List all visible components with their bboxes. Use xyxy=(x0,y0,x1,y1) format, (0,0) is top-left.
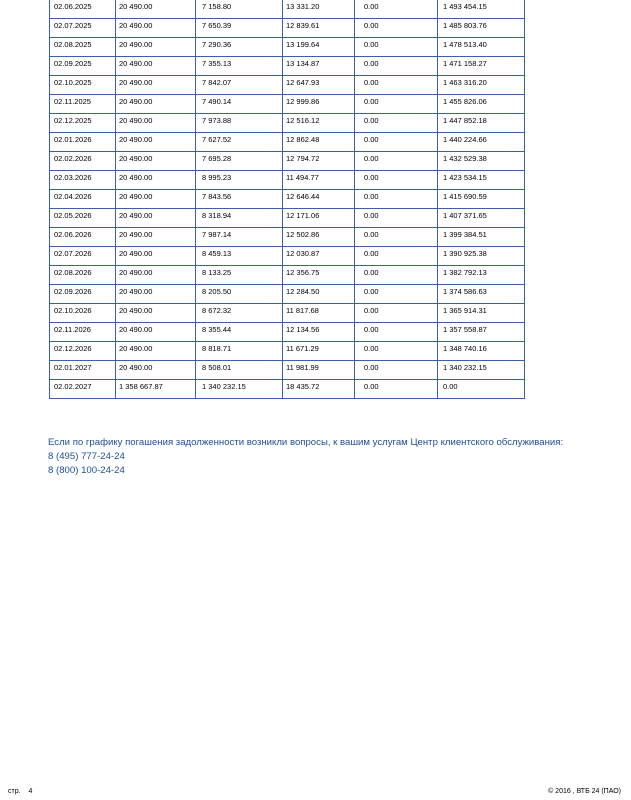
payment-cell: 20 490.00 xyxy=(116,95,196,114)
payment-cell: 20 490.00 xyxy=(116,190,196,209)
date-cell: 02.02.2027 xyxy=(50,380,116,399)
interest-cell: 11 494.77 xyxy=(283,171,355,190)
interest-cell: 11 817.68 xyxy=(283,304,355,323)
payment-cell: 20 490.00 xyxy=(116,57,196,76)
payment-cell: 20 490.00 xyxy=(116,266,196,285)
table-row xyxy=(50,342,525,361)
balance-cell: 1 447 852.18 xyxy=(438,114,525,133)
principal-cell: 8 995.23 xyxy=(196,171,283,190)
fee-cell: 0.00 xyxy=(355,342,438,361)
interest-cell: 11 671.29 xyxy=(283,342,355,361)
fee-cell: 0.00 xyxy=(355,323,438,342)
interest-cell: 12 284.50 xyxy=(283,285,355,304)
notice-text: Если по графику погашения задолженности возникли вопросы, к вашим услугам Центр клиентского обслуживания: xyxy=(48,437,564,448)
principal-cell: 7 650.39 xyxy=(196,19,283,38)
date-cell: 02.10.2025 xyxy=(50,76,116,95)
payment-cell: 20 490.00 xyxy=(116,209,196,228)
principal-cell: 7 490.14 xyxy=(196,95,283,114)
table-row xyxy=(50,57,525,76)
principal-cell: 7 973.88 xyxy=(196,114,283,133)
interest-cell: 12 647.93 xyxy=(283,76,355,95)
table-row xyxy=(50,76,525,95)
principal-cell: 7 695.28 xyxy=(196,152,283,171)
table-row xyxy=(50,171,525,190)
balance-cell: 1 357 558.87 xyxy=(438,323,525,342)
principal-cell: 8 672.32 xyxy=(196,304,283,323)
interest-cell: 12 516.12 xyxy=(283,114,355,133)
interest-cell: 12 502.86 xyxy=(283,228,355,247)
table-row xyxy=(50,323,525,342)
table-row xyxy=(50,114,525,133)
principal-cell: 7 158.80 xyxy=(196,0,283,19)
table-row xyxy=(50,38,525,57)
table-row xyxy=(50,266,525,285)
interest-cell: 11 981.99 xyxy=(283,361,355,380)
principal-cell: 8 508.01 xyxy=(196,361,283,380)
fee-cell: 0.00 xyxy=(355,114,438,133)
fee-cell: 0.00 xyxy=(355,38,438,57)
date-cell: 02.06.2026 xyxy=(50,228,116,247)
table-row xyxy=(50,19,525,38)
balance-cell: 1 432 529.38 xyxy=(438,152,525,171)
date-cell: 02.08.2026 xyxy=(50,266,116,285)
balance-cell: 1 374 586.63 xyxy=(438,285,525,304)
page-number: 4 xyxy=(28,788,33,795)
principal-cell: 8 355.44 xyxy=(196,323,283,342)
fee-cell: 0.00 xyxy=(355,57,438,76)
payment-cell: 20 490.00 xyxy=(116,0,196,19)
date-cell: 02.11.2026 xyxy=(50,323,116,342)
date-cell: 02.07.2025 xyxy=(50,19,116,38)
table-row xyxy=(50,95,525,114)
balance-cell: 1 415 690.59 xyxy=(438,190,525,209)
fee-cell: 0.00 xyxy=(355,0,438,19)
interest-cell: 13 134.87 xyxy=(283,57,355,76)
date-cell: 02.04.2026 xyxy=(50,190,116,209)
payment-schedule-table xyxy=(49,0,525,399)
balance-cell: 1 399 384.51 xyxy=(438,228,525,247)
principal-cell: 7 627.52 xyxy=(196,133,283,152)
principal-cell: 1 340 232.15 xyxy=(196,380,283,399)
principal-cell: 7 842.07 xyxy=(196,76,283,95)
fee-cell: 0.00 xyxy=(355,361,438,380)
fee-cell: 0.00 xyxy=(355,95,438,114)
payment-cell: 1 358 667.87 xyxy=(116,380,196,399)
date-cell: 02.10.2026 xyxy=(50,304,116,323)
date-cell: 02.03.2026 xyxy=(50,171,116,190)
interest-cell: 12 171.06 xyxy=(283,209,355,228)
balance-cell: 1 493 454.15 xyxy=(438,0,525,19)
table-row xyxy=(50,209,525,228)
balance-cell: 1 348 740.16 xyxy=(438,342,525,361)
table-row xyxy=(50,190,525,209)
date-cell: 02.11.2025 xyxy=(50,95,116,114)
interest-cell: 12 862.48 xyxy=(283,133,355,152)
fee-cell: 0.00 xyxy=(355,247,438,266)
interest-cell: 13 199.64 xyxy=(283,38,355,57)
interest-cell: 18 435.72 xyxy=(283,380,355,399)
date-cell: 02.08.2025 xyxy=(50,38,116,57)
balance-cell: 1 365 914.31 xyxy=(438,304,525,323)
date-cell: 02.01.2026 xyxy=(50,133,116,152)
interest-cell: 12 794.72 xyxy=(283,152,355,171)
payment-cell: 20 490.00 xyxy=(116,171,196,190)
interest-cell: 12 999.86 xyxy=(283,95,355,114)
payment-cell: 20 490.00 xyxy=(116,38,196,57)
principal-cell: 8 459.13 xyxy=(196,247,283,266)
fee-cell: 0.00 xyxy=(355,266,438,285)
payment-schedule-body xyxy=(50,0,525,399)
table-row xyxy=(50,152,525,171)
principal-cell: 7 987.14 xyxy=(196,228,283,247)
date-cell: 02.02.2026 xyxy=(50,152,116,171)
fee-cell: 0.00 xyxy=(355,190,438,209)
date-cell: 02.09.2025 xyxy=(50,57,116,76)
date-cell: 02.12.2025 xyxy=(50,114,116,133)
table-row xyxy=(50,285,525,304)
date-cell: 02.07.2026 xyxy=(50,247,116,266)
table-row xyxy=(50,133,525,152)
principal-cell: 8 133.25 xyxy=(196,266,283,285)
balance-cell: 1 440 224.66 xyxy=(438,133,525,152)
table-row xyxy=(50,228,525,247)
fee-cell: 0.00 xyxy=(355,76,438,95)
balance-cell: 1 478 513.40 xyxy=(438,38,525,57)
interest-cell: 12 839.61 xyxy=(283,19,355,38)
payment-cell: 20 490.00 xyxy=(116,285,196,304)
fee-cell: 0.00 xyxy=(355,380,438,399)
table-row xyxy=(50,0,525,19)
date-cell: 02.12.2026 xyxy=(50,342,116,361)
balance-cell: 1 407 371.65 xyxy=(438,209,525,228)
principal-cell: 8 818.71 xyxy=(196,342,283,361)
principal-cell: 8 205.50 xyxy=(196,285,283,304)
fee-cell: 0.00 xyxy=(355,19,438,38)
payment-cell: 20 490.00 xyxy=(116,304,196,323)
phone-toll-free: 8 (800) 100-24-24 xyxy=(48,465,125,476)
balance-cell: 1 463 316.20 xyxy=(438,76,525,95)
principal-cell: 7 290.36 xyxy=(196,38,283,57)
balance-cell: 1 390 925.38 xyxy=(438,247,525,266)
payment-cell: 20 490.00 xyxy=(116,19,196,38)
interest-cell: 12 356.75 xyxy=(283,266,355,285)
page-label: стр. xyxy=(8,788,21,795)
copyright: © 2016 , ВТБ 24 (ПАО) xyxy=(548,788,621,795)
table-row xyxy=(50,247,525,266)
fee-cell: 0.00 xyxy=(355,171,438,190)
payment-cell: 20 490.00 xyxy=(116,228,196,247)
fee-cell: 0.00 xyxy=(355,304,438,323)
date-cell: 02.05.2026 xyxy=(50,209,116,228)
phone-moscow: 8 (495) 777-24-24 xyxy=(48,451,125,462)
balance-cell: 1 382 792.13 xyxy=(438,266,525,285)
date-cell: 02.09.2026 xyxy=(50,285,116,304)
fee-cell: 0.00 xyxy=(355,133,438,152)
fee-cell: 0.00 xyxy=(355,152,438,171)
principal-cell: 7 355.13 xyxy=(196,57,283,76)
balance-cell: 1 485 803.76 xyxy=(438,19,525,38)
principal-cell: 7 843.56 xyxy=(196,190,283,209)
interest-cell: 12 030.87 xyxy=(283,247,355,266)
payment-cell: 20 490.00 xyxy=(116,247,196,266)
payment-cell: 20 490.00 xyxy=(116,152,196,171)
balance-cell: 1 455 826.06 xyxy=(438,95,525,114)
payment-cell: 20 490.00 xyxy=(116,361,196,380)
payment-cell: 20 490.00 xyxy=(116,76,196,95)
principal-cell: 8 318.94 xyxy=(196,209,283,228)
table-row xyxy=(50,380,525,399)
interest-cell: 13 331.20 xyxy=(283,0,355,19)
interest-cell: 12 134.56 xyxy=(283,323,355,342)
payment-cell: 20 490.00 xyxy=(116,133,196,152)
balance-cell: 0.00 xyxy=(438,380,525,399)
contact-notice xyxy=(48,436,563,478)
page-indicator xyxy=(8,788,32,795)
fee-cell: 0.00 xyxy=(355,228,438,247)
payment-cell: 20 490.00 xyxy=(116,114,196,133)
interest-cell: 12 646.44 xyxy=(283,190,355,209)
table-row xyxy=(50,361,525,380)
payment-cell: 20 490.00 xyxy=(116,323,196,342)
balance-cell: 1 471 158.27 xyxy=(438,57,525,76)
balance-cell: 1 423 534.15 xyxy=(438,171,525,190)
balance-cell: 1 340 232.15 xyxy=(438,361,525,380)
date-cell: 02.06.2025 xyxy=(50,0,116,19)
table-row xyxy=(50,304,525,323)
payment-cell: 20 490.00 xyxy=(116,342,196,361)
date-cell: 02.01.2027 xyxy=(50,361,116,380)
fee-cell: 0.00 xyxy=(355,209,438,228)
fee-cell: 0.00 xyxy=(355,285,438,304)
